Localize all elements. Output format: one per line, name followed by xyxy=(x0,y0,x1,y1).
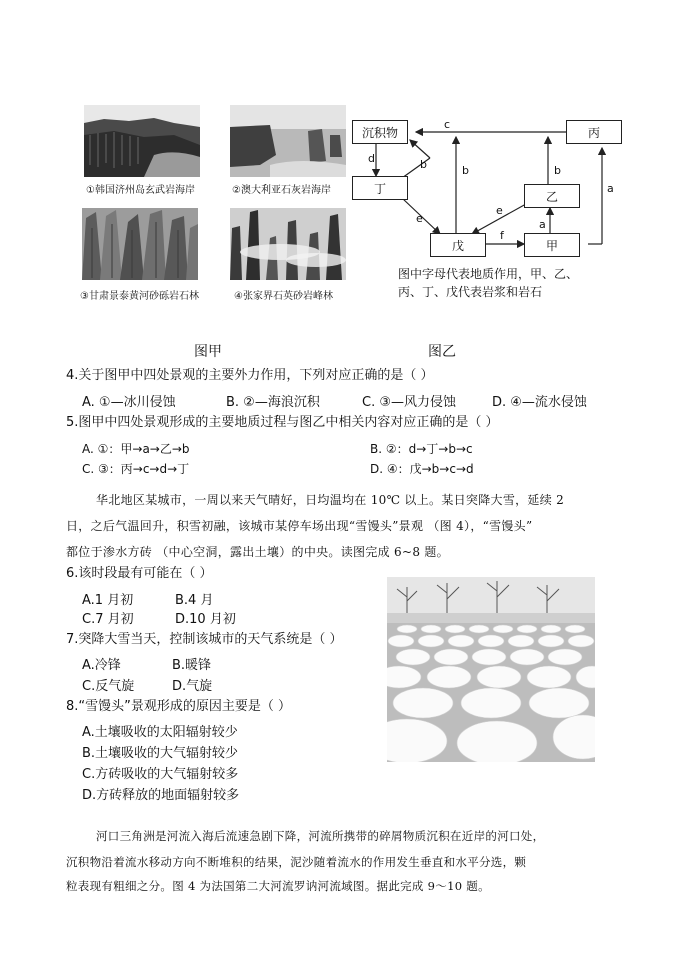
arrow-label-b2: b xyxy=(462,164,469,177)
box-ding: 丁 xyxy=(352,176,408,200)
q8-option-c: C.方砖吸收的大气辐射较多 xyxy=(82,767,239,782)
q6-stem: 6.该时段最有可能在（ ） xyxy=(66,566,213,581)
arrow-label-a1: a xyxy=(539,218,546,231)
q8-option-a: A.土壤吸收的太阳辐射较少 xyxy=(82,725,238,740)
box-wu: 戊 xyxy=(430,233,486,257)
figure-b-note-2: 丙、丁、戊代表岩浆和岩石 xyxy=(398,285,543,299)
arrow-label-e2: e xyxy=(496,204,503,217)
q5-stem: 5.图甲中四处景观形成的主要地质过程与图乙中相关内容对应正确的是（ ） xyxy=(66,415,499,430)
passage1-line3: 都位于渗水方砖 （中心空洞，露出土壤）的中央。读图完成 6~8 题。 xyxy=(66,545,449,559)
figure-a-label: 图甲 xyxy=(194,344,222,360)
q6-option-a: A.1 月初 xyxy=(82,593,134,608)
passage1-line1: 华北地区某城市，一周以来天气晴好，日均温均在 10℃ 以上。某日突降大雪，延续 2 xyxy=(96,493,565,507)
arrow-label-d: d xyxy=(368,152,375,165)
q8-option-b: B.土壤吸收的大气辐射较少 xyxy=(82,746,239,761)
box-bing: 丙 xyxy=(566,120,622,144)
q4-option-b: B. ②—海浪沉积 xyxy=(226,395,320,410)
q5-option-a: A. ①：甲→a→乙→b xyxy=(82,442,190,456)
arrow-label-f: f xyxy=(500,229,504,242)
basalt-coast-photo xyxy=(84,105,200,177)
q5-option-d: D. ④：戊→b→c→d xyxy=(370,462,474,476)
box-yi: 乙 xyxy=(524,184,580,208)
passage2-line1: 河口三角洲是河流入海后流速急剧下降，河流所携带的碎屑物质沉积在近岸的河口处， xyxy=(96,829,545,843)
sandstone-peaks-photo xyxy=(230,208,346,280)
q7-option-d: D.气旋 xyxy=(172,679,213,694)
q8-option-d: D.方砖释放的地面辐射较多 xyxy=(82,788,240,803)
q6-option-b: B.4 月 xyxy=(175,593,214,608)
q5-option-b: B. ②：d→丁→b→c xyxy=(370,442,473,456)
arrow-label-a2: a xyxy=(607,182,614,195)
q8-stem: 8.“雪馒头”景观形成的原因主要是（ ） xyxy=(66,699,292,714)
arrow-label-c: c xyxy=(444,118,451,131)
q4-option-c: C. ③—风力侵蚀 xyxy=(362,395,456,410)
q7-option-a: A.冷锋 xyxy=(82,658,121,673)
passage1-line2: 日，之后气温回升，积雪初融，该城市某停车场出现“雪馒头”景观 （图 4），“雪馒头” xyxy=(66,519,533,533)
q7-option-c: C.反气旋 xyxy=(82,679,135,694)
q4-option-a: A. ①—冰川侵蚀 xyxy=(82,395,176,410)
passage2-line3: 粒表现有粗细之分。图 4 为法国第二大河流罗讷河流域图。据此完成 9～10 题。 xyxy=(66,879,490,893)
limestone-coast-photo xyxy=(230,105,346,177)
figure-b-label: 图乙 xyxy=(428,344,456,360)
box-jia: 甲 xyxy=(524,233,580,257)
photo-2-caption: ②澳大利亚石灰岩海岸 xyxy=(232,185,331,196)
stone-forest-photo xyxy=(82,208,198,280)
q7-stem: 7.突降大雪当天，控制该城市的天气系统是（ ） xyxy=(66,632,343,647)
q6-option-c: C.7 月初 xyxy=(82,612,134,627)
arrow-label-e1: e xyxy=(416,212,423,225)
arrow-label-b1: b xyxy=(420,158,427,171)
box-sediment: 沉积物 xyxy=(352,120,408,144)
photo-3-caption: ③甘肃景泰黄河砂砾岩石林 xyxy=(80,291,199,302)
arrow-label-b3: b xyxy=(554,164,561,177)
passage2-line2: 沉积物沿着流水移动方向不断堆积的结果，泥沙随着流水的作用发生垂直和水平分选，颗 xyxy=(66,855,527,869)
photo-4-caption: ④张家界石英砂岩峰林 xyxy=(234,291,333,302)
q4-stem: 4.关于图甲中四处景观的主要外力作用，下列对应正确的是（ ） xyxy=(66,368,434,383)
q5-option-c: C. ③：丙→c→d→丁 xyxy=(82,462,190,476)
q7-option-b: B.暖锋 xyxy=(172,658,212,673)
photo-1-caption: ①韩国济州岛玄武岩海岸 xyxy=(86,185,195,196)
q6-option-d: D.10 月初 xyxy=(175,612,236,627)
snow-mound-photo xyxy=(387,577,595,762)
q4-option-d: D. ④—流水侵蚀 xyxy=(492,395,587,410)
figure-b-note-1: 图中字母代表地质作用，甲、乙、 xyxy=(398,267,579,281)
